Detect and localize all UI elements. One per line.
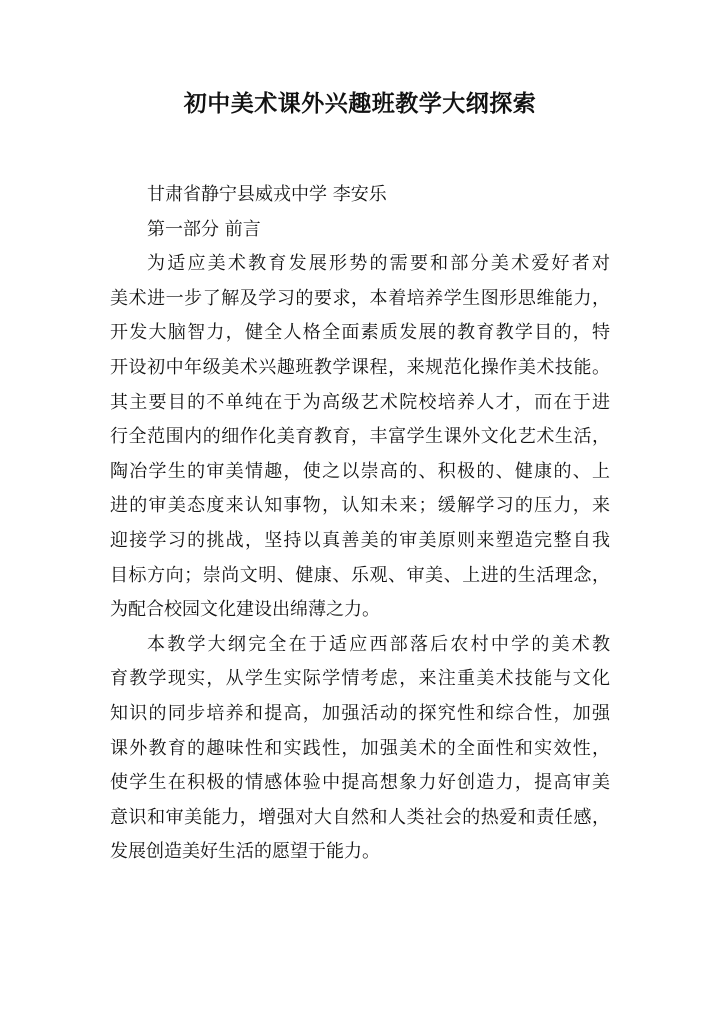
paragraph-line: 课外教育的趣味性和实践性，加强美术的全面性和实效性，: [110, 737, 610, 759]
paragraph-line: 本教学大纲完全在于适应西部落后农村中学的美术教: [147, 633, 610, 655]
paragraph-line: 美术进一步了解及学习的要求，本着培养学生图形思维能力，: [110, 287, 610, 309]
paragraph-2: [110, 628, 610, 870]
paragraph-line: 发展创造美好生活的愿望于能力。: [110, 841, 380, 863]
paragraph-line: 为配合校园文化建设出绵薄之力。: [110, 599, 380, 621]
document-title: 初中美术课外兴趣班教学大纲探索: [183, 91, 537, 117]
paragraph-line: 开发大脑智力，健全人格全面素质发展的教育教学目的，特: [110, 322, 610, 344]
paragraph-line: 意识和审美能力，增强对大自然和人类社会的热爱和责任感，: [110, 806, 610, 828]
paragraph-line: 目标方向；崇尚文明、健康、乐观、审美、上进的生活理念，: [110, 564, 610, 586]
author-line: 甘肃省静宁县威戎中学 李安乐: [147, 184, 387, 205]
paragraph-line: 其主要目的不单纯在于为高级艺术院校培养人才，而在于进: [110, 391, 610, 413]
paragraph-line: 陶冶学生的审美情趣，使之以崇高的、积极的、健康的、上: [110, 460, 610, 482]
paragraph-line: 使学生在积极的情感体验中提高想象力好创造力，提高审美: [110, 772, 610, 794]
paragraph-line: 开设初中年级美术兴趣班教学课程，来规范化操作美术技能。: [110, 356, 610, 378]
section-heading: 第一部分 前言: [147, 218, 261, 240]
paragraph-line: 行全范围内的细作化美育教育，丰富学生课外文化艺术生活，: [110, 426, 610, 448]
document-body: [110, 178, 610, 870]
paragraph-line: 迎接学习的挑战，坚持以真善美的审美原则来塑造完整自我: [110, 529, 610, 551]
paragraph-line: 为适应美术教育发展形势的需要和部分美术爱好者对: [147, 253, 610, 275]
paragraph-line: 育教学现实，从学生实际学情考虑，来注重美术技能与文化: [110, 668, 610, 690]
paragraph-1: [110, 247, 610, 628]
paragraph-line: 进的审美态度来认知事物，认知未来；缓解学习的压力，来: [110, 495, 610, 517]
paragraph-line: 知识的同步培养和提高，加强活动的探究性和综合性，加强: [110, 702, 610, 724]
